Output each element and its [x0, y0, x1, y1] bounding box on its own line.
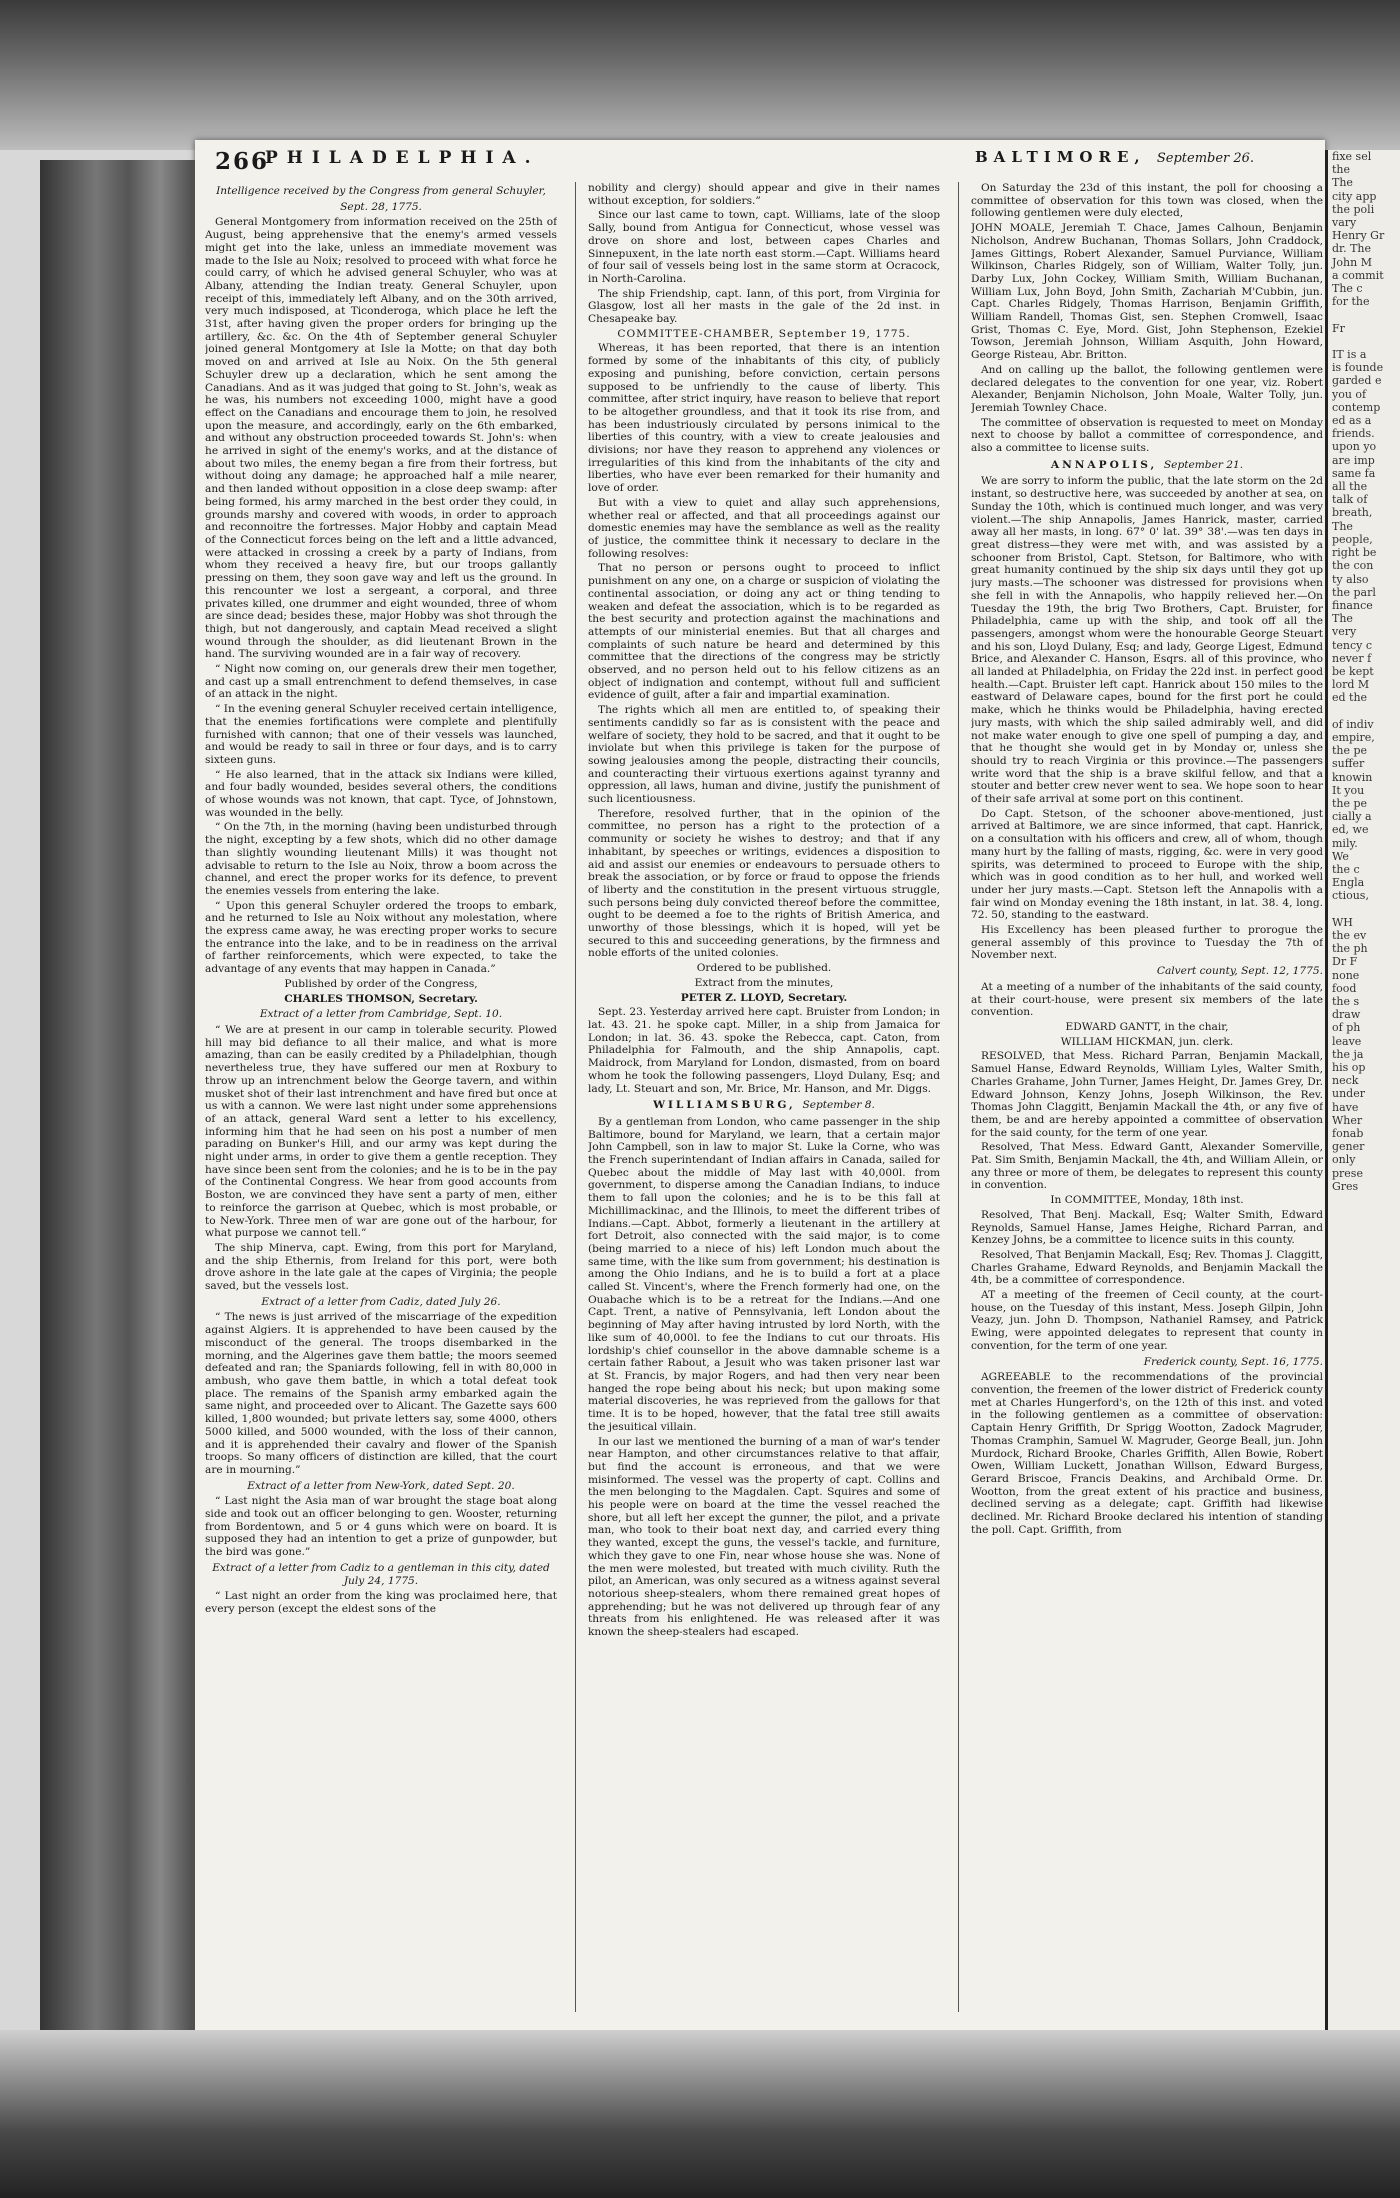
article-paragraph: “ Last night the Asia man of war brought the stage boat along side and took out an officer belonging to gen. Wooster, returning from Bordentown, and 5 or 4 guns which were on board. It is supposed they had an intention to get a prize of gunpowder, but the bird was gone.”	[205, 1495, 557, 1559]
article-paragraph: Do Capt. Stetson, of the schooner above-mentioned, just arrived at Baltimore, we are since informed, that capt. Hanrick, on a consultation with his officers and crew, all of whom, though many hurt by the falling of masts, rigging, &c. were in very good spirits, was determined to proceed to Europe with the ship, which was in good condition as to her hull, and worked well under her jury masts.—Capt. Stetson left the Annapolis with a fair wind on Monday evening the 18th instant, in lat. 38. 4, long. 72. 50, standing to the eastward.	[971, 807, 1323, 922]
facing-page-fragment: neck	[1332, 1074, 1359, 1088]
chair-line: EDWARD GANTT, in the chair,	[1065, 1021, 1229, 1033]
facing-page-fragment: the pe	[1332, 796, 1368, 810]
committee-line: In COMMITTEE, Monday, 18th inst.	[1050, 1194, 1244, 1207]
facing-page-fragment: upon yo	[1332, 440, 1377, 454]
facing-page-fragment: talk of	[1332, 493, 1368, 507]
cadiz-letter-heading: Extract of a letter from Cadiz to a gentleman in this city, dated July 24, 1775.	[212, 1561, 550, 1587]
calvert-dateline: Calvert county, Sept. 12, 1775.	[1156, 965, 1323, 978]
facing-page-fragment: ctious,	[1332, 889, 1369, 903]
facing-page-fragment: prese	[1332, 1166, 1363, 1180]
article-paragraph: That no person or persons ought to proceed to inflict punishment on any one, on a charge or suspicion of violating the continental association, or doing any act or thing tending to weaken and defeat the association, which is to be regarded as the best security and protection against the machinations and attempts of our ministerial enemies. But that all charges and complaints of such nature be heard and determined by this committee that the directions of the congress may be strictly observed, and no person held out to his fellow citizens as an object of indignation and contempt, without full and sufficient evidence of guilt, after a fair and impartial examination.	[588, 562, 940, 702]
article-paragraph: “ Night now coming on, our generals drew their men together, and cast up a small entrenchment to defend themselves, in case of an attack in the night.	[205, 663, 557, 701]
facing-page-fragment: The c	[1332, 282, 1363, 296]
facing-page-fragment: the ph	[1332, 942, 1368, 956]
signature: PETER Z. LLOYD, Secretary.	[680, 991, 848, 1004]
facing-page-fragment: Engla	[1332, 876, 1365, 890]
facing-page-fragment: Gres	[1332, 1179, 1359, 1193]
facing-page-fragment	[1328, 335, 1400, 348]
facing-page-fragment: all the	[1332, 480, 1368, 494]
facing-page-fragment: the poli	[1332, 202, 1375, 216]
facing-page-fragment: right be	[1332, 546, 1377, 560]
facing-page-fragment: empire,	[1332, 730, 1375, 744]
article-paragraph: AT a meeting of the freemen of Cecil county, at the court-house, on the Tuesday of this instant, Mess. Joseph Gilpin, John Veazy, jun. John D. Thompson, Nathaniel Ramsey, and Patrick Ewing, were appointed delegates to represent that county in convention, for the term of one year.	[971, 1289, 1323, 1352]
article-paragraph: nobility and clergy) should appear and give in their names without exception, for soldiers.”	[588, 182, 940, 207]
article-paragraph: By a gentleman from London, who came passenger in the ship Baltimore, bound for Maryland, we learn, that a certain major John Campbell, son in law to major St. Luke la Corne, who was the French superintendant of Indian affairs in Canada, sailed for Quebec about the middle of May last with 40,000l. from government, to disperse among the Canadian Indians, to induce them to fall upon the colonies; and he is to be this fall at Michillimackinac, and the Illinois, to meet the different tribes of Indians.—Capt. Abbot, formerly a lieutenant in the artillery at fort Detroit, also connected with the said major, is to come (being married to a niece of his) left London much about the same time, with the like sum from government; his destination is among the Ohio Indians, and he is to build a fort at a place called St. Vincent's, where the French formerly had one, on the Ouabache which is to be a retreat for the Indians.—And one Capt. Trent, a native of Pennsylvania, left London about the beginning of May after having intrusted by lord North, with the like sum of 40,000l. to fee the Indians to cut our throats. His lordship's chief counsellor in the above damnable scheme is a certain father Rabout, a Jesuit who was taken prisoner last war at St. Francis, by major Rogers, and had then very near been hanged the rope being about his neck; but upon making some material discoveries, he was reprieved from the gallows for that time. It is to be hoped, however, that the fatal tree still awaits the jesuitical villain.	[588, 1115, 940, 1433]
article-paragraph: AGREEABLE to the recommendations of the provincial convention, the freemen of the lower district of Frederick county met at Charles Hungerford's, on the 12th of this inst. and voted in the following gentlemen as a committee of observation: Captain Henry Griffith, Dr Sprigg Wootton, Zadock Magruder, Thomas Cramphin, Samuel W. Magruder, George Beall, jun. John Murdock, Richard Brooke, Charles Griffith, Allen Bowie, Robert Owen, William Luckett, Jonathan Willson, Edward Burgess, Gerard Briscoe, Francis Deakins, and Archibald Orme. Dr. Wootton, from the great extent of his practice and business, declined serving as a delegate; capt. Griffith had likewise declined. Mr. Richard Brooke declared his intention of standing the poll. Capt. Griffith, from	[971, 1371, 1323, 1536]
article-paragraph: And on calling up the ballot, the following gentlemen were declared delegates to the convention for one year, viz. Robert Alexander, Benjamin Nicholson, John Moale, Walter Tolly, jun. Jeremiah Townley Chace.	[971, 363, 1323, 414]
published-note: Published by order of the Congress,	[284, 977, 478, 990]
article-paragraph: At a meeting of a number of the inhabitants of the said county, at their court-house, were present six members of the late convention.	[971, 980, 1323, 1019]
facing-page-fragment: knowin	[1332, 770, 1373, 784]
facing-page-fragment: suffer	[1332, 757, 1365, 771]
facing-page-fragment: fixe sel	[1332, 150, 1372, 163]
article-paragraph: His Excellency has been pleased further to prorogue the general assembly of this province to Tuesday the 7th of November next.	[971, 924, 1323, 962]
article-paragraph: Resolved, That Benjamin Mackall, Esq; Rev. Thomas J. Claggitt, Charles Grahame, Edward Reynolds, and Benjamin Mackall the 4th, be a committee of correspondence.	[971, 1248, 1323, 1287]
facing-page-fragment: are imp	[1332, 453, 1375, 467]
cambridge-heading: Extract of a letter from Cambridge, Sept. 10.	[259, 1008, 503, 1021]
annapolis-heading	[971, 459, 1323, 472]
facing-page-fragment: only	[1332, 1153, 1356, 1167]
facing-page-fragment: the ja	[1332, 1047, 1364, 1061]
facing-page-fragment: IT is a	[1332, 348, 1367, 362]
facing-page-fragment: John M	[1332, 255, 1372, 269]
facing-page-fragment: Wher	[1332, 1113, 1363, 1127]
running-title: PHILADELPHIA.	[265, 148, 540, 168]
facing-page-fragment: the ev	[1332, 928, 1367, 942]
column-three	[971, 182, 1323, 2012]
facing-page-fragment: never f	[1332, 651, 1372, 665]
article-paragraph: Resolved, That Mess. Edward Gantt, Alexander Somerville, Pat. Sim Smith, Benjamin Mackall, the 4th, and William Allein, or any three or more of them, be delegates to represent this county in convention.	[971, 1141, 1323, 1192]
column-rule	[958, 182, 959, 2012]
article-paragraph: “ In the evening general Schuyler received certain intelligence, that the enemies fortifications were complete and plentifully furnished with cannon; that one of their vessels was launched, and would be ready to sail in three or four days, and is to carry sixteen guns.	[205, 703, 557, 766]
frederick-dateline: Frederick county, Sept. 16, 1775.	[1143, 1355, 1323, 1368]
facing-page-fragment	[1328, 705, 1400, 718]
column-three-title	[975, 148, 1254, 166]
article-paragraph: Whereas, it has been reported, that there is an intention formed by some of the inhabitants of this city, of publicly exposing and punishing, before conviction, certain persons supposed to be unfriendly to the cause of liberty. This committee, after strict inquiry, have reason to believe that report to be altogether groundless, and that it took its rise from, and has been industriously circulated by persons inimical to the liberties of this country, with a view to create jealousies and divisions; nor have they reason to apprehend any violences or irregularities of this kind from the inhabitants of the city and liberties, who have ever been remarked for their humanity and love of order.	[588, 342, 940, 495]
baltimore-date: September 26.	[1156, 151, 1255, 166]
facing-page-fragment: Henry Gr	[1332, 229, 1385, 243]
book-binding	[40, 160, 200, 2030]
article-paragraph: The committee of observation is requested to meet on Monday next to choose by ballot a committee of correspondence, and also a committee to license suits.	[971, 416, 1323, 455]
facing-page-fragment: ed the	[1332, 691, 1368, 705]
article-paragraph: The ship Minerva, capt. Ewing, from this port for Maryland, and the ship Ethernis, from Ireland for this port, were both drove ashore in the late gale at the capes of Virginia; the people saved, but the vessels lost.	[205, 1241, 557, 1293]
facing-page-fragment: the pe	[1332, 744, 1368, 758]
facing-page-fragment: be kept	[1332, 664, 1374, 678]
facing-page-fragment: friends.	[1332, 427, 1375, 441]
page-number: 266	[215, 148, 270, 175]
facing-page-fragment: The	[1332, 612, 1353, 626]
facing-page-fragment: The	[1332, 519, 1353, 533]
article-paragraph: Sept. 23. Yesterday arrived here capt. Bruister from London; in lat. 43. 21. he spoke capt. Miller, in a ship from Jamaica for London; in lat. 36. 43. spoke the Rebecca, capt. Caton, from Philadelphia for Falmouth, and the ship Annapolis, capt. Maidrock, from Maryland for London, dismasted, from on board whom he took the following passengers, Lloyd Dulany, Esq; and lady, Lt. Steuart and son, Mr. Brice, Mr. Hanson, and Mr. Diggs.	[588, 1006, 940, 1095]
baltimore-heading: BALTIMORE,	[975, 148, 1146, 166]
column-one	[205, 182, 557, 2012]
facing-page-fragment: city app	[1332, 189, 1377, 203]
facing-page-fragment: Fr	[1332, 321, 1345, 335]
article-paragraph: On Saturday the 23d of this instant, the poll for choosing a committee of observation for this town was closed, when the following gentlemen were duly elected,	[971, 182, 1323, 220]
article-paragraph: But with a view to quiet and allay such apprehensions, whether real or affected, and that all proceedings against our domestic enemies may have the semblance as well as the reality of justice, the committee think it necessary to declare in the following resolves:	[588, 496, 940, 560]
article-paragraph: Therefore, resolved further, that in the opinion of the committee, no person has a right to the protection of a community or society he wishes to destroy; and that if any inhabitant, by speeches or writings, evidences a disposition to aid and assist our enemies or endeavours to persuade others to break the association, or by force or fraud to oppose the friends of liberty and the constitution in the present virtuous struggle, such persons being duly convicted thereof before the committee, ought to be deemed a foe to the rights of British America, and unworthy of those blessings, which it is hoped, will yet be secured to this and succeeding generations, by the firmness and noble efforts of the united colonies.	[588, 807, 940, 960]
article-paragraph: In our last we mentioned the burning of a man of war's tender near Hampton, and other circumstances relative to that affair, but find the account is erroneous, and that we were misinformed. The vessel was the property of capt. Collins and the men belonging to the Magdalen. Capt. Squires and some of his people were on board at the time the vessel reached the shore, but all left her except the gunner, the pilot, and a private man, who took to their boat next day, and carried every thing they wanted, except the guns, the vessel's tackle, and furniture, which they gave to one Fin, near whose house she was. None of the men were molested, but treated with much civility. Ruth the pilot, an American, was only secured as a witness against several notorious sheep-stealers, whom there remained great hopes of apprehending; but he was not delivered up through fear of any threats from his enlightened. He was released after it was known the sheep-stealers had escaped.	[588, 1435, 940, 1639]
facing-page-fragment: tency c	[1332, 638, 1373, 652]
facing-page-fragment: Dr F	[1332, 955, 1358, 969]
facing-page-fragment: under	[1332, 1087, 1365, 1101]
scan-shadow-top	[0, 0, 1400, 150]
article-paragraph: “ He also learned, that in the attack six Indians were killed, and four badly wounded, besides several others, the conditions of whose wounds was not known, that capt. Tyce, of Johnstown, was wounded in the belly.	[205, 768, 557, 819]
article-paragraph: The ship Friendship, capt. Iann, of this port, from Virginia for Glasgow, lost all her masts in the gale of the 2d inst. in Chesapeake bay.	[588, 287, 940, 326]
article-paragraph: “ We are at present in our camp in tolerable security. Plowed hill may bid defiance to all their malice, and what is more amazing, than can be easily credited by a Philadelphian, though nevertheless true, they have suffered our men at Roxbury to throw up an intrenchment below the George tavern, and within musket shot of their last intrenchment and have fired but once at us with a cannon. We were last night under some apprehensions of an attack, general Ward sent a letter to his excellency, informing him that he had seen on his post a number of men parading on Bunker's Hill, and our army was kept during the night under arms, in order to give them a gentle reception. They have since been sent from the colonies; and he is to be in the pay of the Continental Congress. We hear from good accounts from Boston, we are convinced they have sent a party of men, either to reinforce the garrison at Quebec, which is most probable, or to New-York. Three men of war are gone out of the harbour, for what purpose we cannot tell.”	[205, 1024, 557, 1240]
column-two	[588, 182, 940, 2012]
ordered-note: Ordered to be published.	[696, 962, 832, 975]
next-page-edge	[1325, 150, 1400, 2030]
facing-page-fragment: have	[1332, 1100, 1359, 1114]
facing-page-fragment	[1328, 903, 1400, 916]
facing-page-fragment: We	[1332, 849, 1349, 863]
facing-page-fragment: mily.	[1332, 836, 1358, 850]
facing-page-fragment: dr. The	[1332, 242, 1372, 256]
facing-page-fragment: the	[1332, 163, 1351, 177]
facing-page-fragment: cially a	[1332, 810, 1372, 824]
intel-date: Sept. 28, 1775.	[340, 200, 422, 213]
facing-page-fragment: the con	[1332, 559, 1374, 573]
facing-page-fragment: garded e	[1332, 374, 1382, 388]
facing-page-fragment: for the	[1332, 295, 1370, 309]
facing-page-fragment: lord M	[1332, 678, 1370, 692]
williamsburg-title: WILLIAMSBURG,	[653, 1099, 796, 1112]
facing-page-fragment: a commit	[1332, 268, 1384, 282]
facing-page-fragment: It you	[1332, 783, 1365, 797]
article-paragraph: Resolved, That Benj. Mackall, Esq; Walter Smith, Edward Reynolds, Samuel Hanse, James Heighe, Richard Parran, and Kenzey Johns, be a committee to licence suits in this county.	[971, 1208, 1323, 1247]
facing-page-fragment: contemp	[1332, 400, 1381, 414]
cadiz-heading: Extract of a letter from Cadiz, dated July 26.	[261, 1295, 501, 1308]
williamsburg-heading	[588, 1099, 940, 1112]
facing-page-fragment: fonab	[1332, 1127, 1364, 1141]
article-paragraph: “ The news is just arrived of the miscarriage of the expedition against Algiers. It is apprehended to have been caused by the misconduct of the general. The troops disembarked in the morning, and the Algerines gave them battle; the moors seemed defeated and ran; the Spaniards following, fell in with 80,000 in ambush, who gave them battle, in which a total defeat took place. The remains of the Spanish army embarked again the same night, and proceeded over to Alicant. The Gazette says 600 killed, 1,800 wounded; but private letters say, some 4000, others 5000 killed, and 5000 wounded, with the loss of their cannon, and it is apprehended their cavalry and flower of the Spanish troops. So many officers of distinction are killed, that the court are in mourning.”	[205, 1311, 557, 1476]
facing-page-fragment: ty also	[1332, 572, 1369, 586]
signature: CHARLES THOMSON, Secretary.	[284, 992, 478, 1005]
article-paragraph: RESOLVED, that Mess. Richard Parran, Benjamin Mackall, Samuel Hanse, Edward Reynolds, William Lyles, Walter Smith, Charles Grahame, John Turner, James Height, Dr. James Grey, Dr. Edward Johnson, Kenzy Johns, Joseph Wilkinson, the Rev. Thomas John Claggitt, Benjamin Mackall the 4th, or any five of them, be and are hereby appointed a committee of observation for the said county, for the term of one year.	[971, 1050, 1323, 1139]
column-rule	[575, 182, 576, 2012]
facing-page-fragment: the s	[1332, 995, 1360, 1008]
article-paragraph: “ On the 7th, in the morning (having been undisturbed through the night, excepting by a few shots, which did no other damage than slightly wounding lieutenant Mills) it was thought not advisable to return to the Isle au Noix, throw a boom across the channel, and erect the proper works for its defence, to prevent the enemies vessels from entering the lake.	[205, 821, 557, 897]
facing-page-fragment: food	[1332, 981, 1357, 995]
article-paragraph: General Montgomery from information received on the 25th of August, being apprehensive that the enemy's armed vessels might get into the lake, unless an immediate movement was made to the Isle au Noix; resolved to proceed with what force he could carry, of which he advised general Schuyler, who was at Albany, attending the Indian treaty. General Schuyler, upon receipt of this, immediately left Albany, and on the 30th arrived, very much indisposed, at Ticonderoga, which place he left the 31st, after having given the proper orders for bringing up the artillery, &c. &c. On the 4th of September general Schuyler joined general Montgomery at Isle la Motte; on that day both moved on and arrived at Isle au Noix. On the 5th general Schuyler drew up a declaration, which he sent among the Canadians. And as it was judged that going to St. John's, weak as he was, his numbers not exceeding 1000, might have a good effect on the Canadians and encourage them to join, he resolved upon the measure, and accordingly, early on the 6th embarked, and without any obstruction proceeded towards St. John's: when he arrived in sight of the enemy's works, and at the distance of about two miles, the enemy began a fire from their fortress, but without doing any damage; he approached half a mile nearer, and then landed without opposition in a close deep swamp: after being formed, his army marched in the best order they could, in grounds marshy and covered with woods, in order to approach and reconnoitre the fortresses. Major Hobby and captain Mead of the Connecticut forces being on the left and a little advanced, were attacked in crossing a creek by a party of Indians, from whom they received a heavy fire, but our troops gallantly pressing on them, they soon gave way and left us the ground. In this rencounter we lost a sergeant, a corporal, and three privates killed, one drummer and eight wounded, three of whom are since dead; besides these, major Hobby was shot through the thigh, but not dangerously, and captain Mead received a slight wound through the shoulder, as did lieutenant Brown in the hand. The surviving wounded are in a fair way of recovery.	[205, 216, 557, 661]
facing-page-fragment: his op	[1332, 1061, 1366, 1075]
facing-page-fragment: vary	[1332, 216, 1357, 230]
article-paragraph: We are sorry to inform the public, that the late storm on the 2d instant, so destructive here, was succeeded by another at sea, on Sunday the 10th, which is continued much longer, and was very violent.—The ship Annapolis, James Hanrick, master, carried away all her masts, in long. 67° 0' lat. 39° 38'.—was ten days in great distress—they were met with, and was assisted by a schooner from Bristol, Capt. Stetson, for Baltimore, who with great humanity continued by the ship six days until they got up jury masts.—The schooner was distressed for provisions when she fell in with the Annapolis, who happily relieved her.—On Tuesday the 19th, the brig Two Brothers, Capt. Bruister, for Philadelphia, came up with the ship, and took off all the passengers, amongst whom were the honourable George Steuart and his son, Lloyd Dulany, Esq; and lady, George Ligest, Edmund Brice, and Alexander C. Hanson, Esqrs. all of this province, who all landed at Philadelphia, on Friday the 22d inst. in perfect good health.—Capt. Bruister left capt. Hanrick about 150 miles to the eastward of Delaware capes, bound for the first port he could make, which he thinks would be Philadelphia, having erected jury masts, with which the ship sailed admirably well, and did not make water enough to give one spell of pumping a day, and that he thought she would get in by Monday or, unless she should try to reach Virginia or this province.—The passengers write word that the ship is a brave skilful fellow, and that a stouter and better crew never went to sea. We hope soon to hear of their safe arrival at some port on this continent.	[971, 475, 1323, 806]
facing-page-fragment: the parl	[1332, 585, 1376, 599]
clerk-line: WILLIAM HICKMAN, jun. clerk.	[1060, 1035, 1234, 1048]
committee-chamber-heading: COMMITTEE-CHAMBER, September 19, 1775.	[617, 327, 911, 340]
facing-page-fragment: WH	[1332, 915, 1353, 929]
new-york-heading: Extract of a letter from New-York, dated Sept. 20.	[247, 1479, 515, 1492]
facing-page-fragment: ed, we	[1332, 823, 1369, 837]
facing-page-fragment: draw	[1332, 1008, 1361, 1022]
facing-page-fragment: people,	[1332, 532, 1373, 546]
facing-page-fragment: of ph	[1332, 1021, 1361, 1035]
facing-page-fragment: same fa	[1332, 466, 1376, 480]
facing-page-fragment: none	[1332, 968, 1360, 982]
facing-page-fragment: ed as a	[1332, 414, 1372, 428]
facing-page-fragment: The	[1332, 176, 1353, 190]
article-paragraph: The rights which all men are entitled to, of speaking their sentiments candidly so far as is consistent with the peace and welfare of society, they hold to be sacred, and that it ought to be inviolate but when this privilege is taken for the purpose of sowing jealousies among the people, distracting their councils, and counteracting their virtuous exertions against tyranny and oppression, all laws, human and divine, justify the punishment of such licentiousness.	[588, 704, 940, 806]
facing-page-fragment: gener	[1332, 1140, 1365, 1154]
article-paragraph: “ Last night an order from the king was proclaimed here, that every person (except the eldest sons of the	[205, 1590, 557, 1615]
extract-note: Extract from the minutes,	[694, 976, 834, 989]
annapolis-title: ANNAPOLIS,	[1050, 458, 1158, 471]
facing-page-fragment: is founde	[1332, 361, 1384, 375]
facing-page-fragment: breath,	[1332, 506, 1373, 520]
facing-page-fragment: you of	[1332, 387, 1367, 401]
facing-page-fragment: leave	[1332, 1034, 1362, 1048]
article-paragraph: “ Upon this general Schuyler ordered the troops to embark, and he returned to Isle au Noix without any molestation, where the express came away, he was erecting proper works to secure the entrance into the lake, and to be in readiness on the arrival of farther reinforcements, which were expected, to take the advantage of any events that may happen in Canada.”	[205, 899, 557, 976]
facing-page-fragment: the c	[1332, 862, 1360, 876]
facing-page-fragment: very	[1332, 625, 1357, 639]
annapolis-date: September 21.	[1163, 458, 1244, 471]
facing-page-fragment: of indiv	[1332, 717, 1374, 731]
williamsburg-date: September 8.	[802, 1099, 875, 1112]
committee-names: JOHN MOALE, Jeremiah T. Chace, James Calhoun, Benjamin Nicholson, Andrew Buchanan, Thomas Sollars, John Craddock, James Gittings, Robert Alexander, Samuel Purviance, William Wilkinson, Charles Ridgely, son of William, Walter Tolly, jun. Darby Lux, John Cockey, William Smith, William Buchanan, William Lux, John Boyd, John Smith, Zachariah M'Cubbin, jun. Capt. Charles Ridgely, Thomas Harrison, Benjamin Griffith, William Randell, Thomas Gist, sen. Stephen Cromwell, Isaac Grist, Thomas C. Eye, Mord. Gist, John Stephenson, Ezekiel Towson, Jeremiah Johnson, William Asquith, John Howard, George Risteau, Abr. Britton.	[971, 222, 1323, 362]
facing-page-fragment: finance	[1332, 598, 1373, 612]
intel-heading: Intelligence received by the Congress from general Schuyler,	[216, 185, 546, 197]
article-paragraph: Since our last came to town, capt. Williams, late of the sloop Sally, bound from Antigua for Connecticut, whose vessel was drove on shore and lost, between capes Charles and Sinnepuxent, in the late north east storm.—Capt. Williams heard of four sail of vessels being lost in the same storm at Ocracock, in North-Carolina.	[588, 209, 940, 285]
newspaper-page	[195, 140, 1325, 2040]
scan-shadow-bottom	[0, 2030, 1400, 2198]
facing-page-fragment	[1328, 308, 1400, 321]
